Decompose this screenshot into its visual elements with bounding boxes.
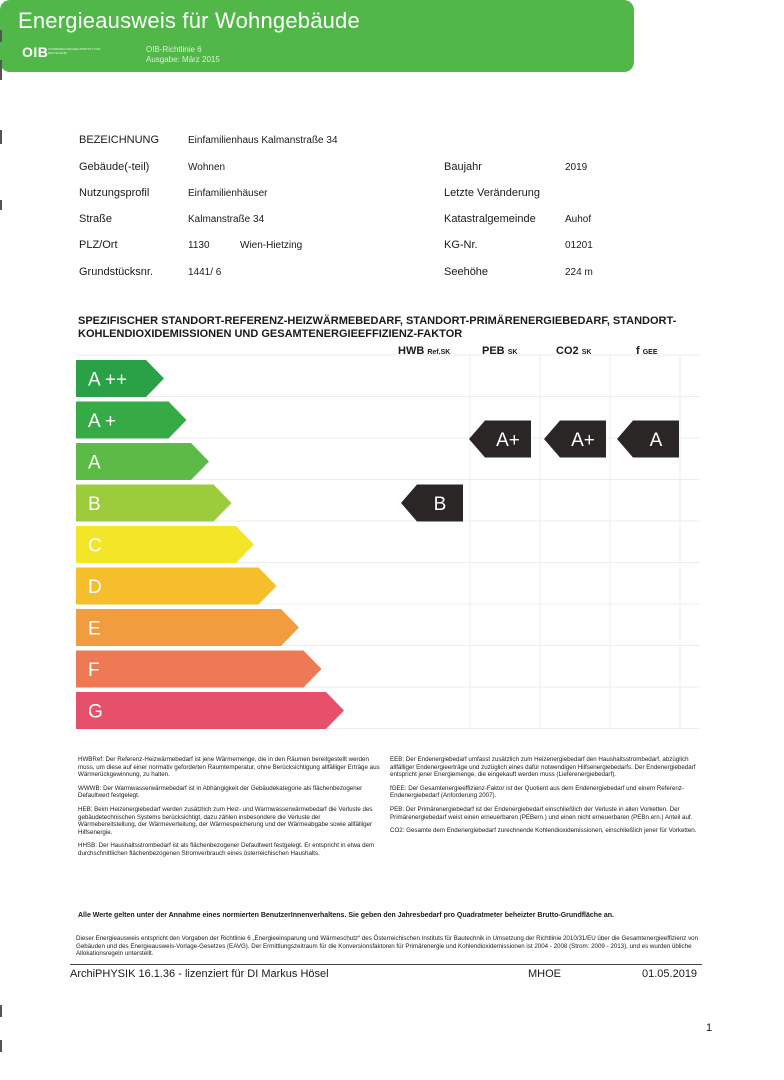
document-date: 01.05.2019 bbox=[642, 968, 698, 980]
seehoehe-label: Seehöhe bbox=[444, 266, 489, 278]
katastralgemeinde-value: Auhof bbox=[565, 214, 592, 225]
column-header-main: CO2 bbox=[556, 345, 579, 357]
column-header-main: PEB bbox=[482, 345, 505, 357]
katastralgemeinde-label: Katastralgemeinde bbox=[444, 213, 536, 225]
scan-edge-mark bbox=[0, 1005, 2, 1017]
notes-left bbox=[78, 756, 380, 864]
column-header-sub: Ref,SK bbox=[427, 349, 451, 356]
strasse-value: Kalmanstraße 34 bbox=[188, 214, 265, 225]
class-arrow-label: G bbox=[88, 701, 103, 723]
kg-nr-label: KG-Nr. bbox=[444, 239, 478, 251]
richtlinie-line-2: Ausgabe: März 2015 bbox=[146, 55, 220, 64]
richtlinie-line-1: OIB-Richtlinie 6 bbox=[146, 45, 202, 54]
rating-marker-label: A+ bbox=[496, 430, 520, 451]
plz-ort-label: PLZ/Ort bbox=[79, 239, 118, 251]
class-arrow bbox=[76, 526, 254, 563]
class-arrow-label: B bbox=[88, 494, 101, 515]
rating-marker-label: B bbox=[433, 494, 447, 515]
plz-value: 1130 bbox=[188, 240, 210, 251]
footer-legal: Dieser Energieausweis entspricht den Vorgaben der Richtlinie 6 „Energieeinsparung und Wärmeschutz“ des Österreichischen Instituts für Bautechnik in Umsetzung der Richtlinie 2010/31/EU über die Gesamtenergieeffizienz von Gebäuden und des Energieausweis-Vorlage-Gesetzes (EAVG). Der Ermittlungszeitraum für die Konversionsfaktoren für Primärenergie und Kohlendioxidemissionen ist 2004 - 2008 (Strom: 2009 - 2013), und es wurden übliche Allokationsregeln unterstellt. bbox=[76, 935, 699, 958]
note-fgee: fGEE: Der Gesamtenergieeffizienz-Faktor ist der Quotient aus dem Endenergiebedarf und einem Referenz-Endenergiebedarf (Anforderung 2007). bbox=[390, 784, 684, 800]
rating-marker-label: A+ bbox=[571, 430, 595, 451]
footer-divider bbox=[70, 964, 702, 965]
rating-marker-label: A bbox=[649, 430, 663, 451]
gebaeude-value: Wohnen bbox=[188, 162, 226, 173]
scan-edge-mark bbox=[0, 1040, 2, 1052]
rating-heading: SPEZIFISCHER STANDORT-REFERENZ-HEIZWÄRMEBEDARF, STANDORT-PRIMÄRENERGIEBEDARF, STANDORT-KOHLENDIOXIDEMISSIONEN UND GESAMTENERGIEEFFIZIENZ-FAKTOR bbox=[78, 315, 677, 340]
page-number: 1 bbox=[706, 1022, 713, 1034]
rating-marker bbox=[617, 421, 679, 458]
gebaeude-label: Gebäude(-teil) bbox=[79, 161, 150, 173]
class-arrow-label: A ++ bbox=[88, 369, 128, 391]
nutzung-label: Nutzungsprofil bbox=[79, 187, 150, 199]
class-arrow bbox=[76, 692, 344, 729]
bezeichnung-label: BEZEICHNUNG bbox=[79, 134, 160, 146]
baujahr-value: 2019 bbox=[565, 162, 588, 173]
note-hhsb: HHSB: Der Haushaltsstrombedarf ist als flächenbezogener Defaultwert festgelegt. Er entspricht in etwa dem durchschnittlichen flächenbezogenen Stromverbrauch eines österreichischen Haushalts. bbox=[78, 842, 375, 857]
note-eeb: EEB: Der Endenergiebedarf umfasst zusätzlich zum Heizenergiebedarf den Haushaltsstrombedarf, abzüglich allfälliger Endenergieerträge und zuzüglich eines dafür notwendigen Hilfsenergiebedarfs. Der Endenergiebedarf entspricht jener Energiemenge, die eingekauft werden muss (Lieferenergiebedarf). bbox=[390, 756, 696, 779]
grundstuecksnr-label: Grundstücksnr. bbox=[79, 266, 153, 278]
class-arrow bbox=[76, 568, 277, 605]
rating-marker bbox=[401, 485, 463, 522]
bezeichnung-value: Einfamilienhaus Kalmanstraße 34 bbox=[188, 135, 338, 146]
note-heb: HEB: Beim Heizenergiebedarf werden zusätzlich zum Heiz- und Warmwasserwärmebedarf die Verluste des gebäudetechnischen Systems berücksichtigt, dazu zählen insbesondere die Verluste der Wärmebereitstellung, der Wärmeverteilung, der Wärmespeicherung und der Wärmeabgabe sowie allfälliger Hilfsenergie. bbox=[78, 805, 373, 836]
notes-right bbox=[390, 756, 698, 841]
footer-statement: Alle Werte gelten unter der Annahme eines normierten BenutzerInnenverhaltens. Sie geben den Jahresbedarf pro Quadratmeter beheizter Brutto-Grundfläche an. bbox=[78, 912, 615, 919]
column-header-sub: GEE bbox=[642, 349, 658, 356]
grundstuecksnr-value: 1441/ 6 bbox=[188, 267, 222, 278]
oib-logo-subtitle: ÖSTERREICHISCHES INSTITUT FÜR BAUTECHNIK bbox=[48, 47, 101, 55]
letzte-veraenderung-label: Letzte Veränderung bbox=[444, 187, 541, 199]
note-hwb: HWBRef: Der Referenz-Heizwärmebedarf ist jene Wärmemenge, die in den Räumen bereitgestellt werden muss, um diese auf einer normativ geforderten Raumtemperatur, ohne Berücksichtigung allfälliger Erträge aus Wärmerückgewinnung, zu halten. bbox=[78, 756, 380, 779]
column-header-main: HWB bbox=[398, 345, 425, 357]
class-arrow-label: C bbox=[88, 535, 102, 557]
class-arrow-label: E bbox=[88, 618, 101, 640]
oib-logo: OIB bbox=[22, 44, 49, 60]
column-header-sub: SK bbox=[507, 349, 518, 356]
column-header-main: f bbox=[636, 345, 640, 357]
note-co2: CO2: Gesamte dem Endenergiebedarf zurechnende Kohlendioxidemissionen, einschließlich jener für Vorketten. bbox=[390, 827, 697, 835]
ort-value: Wien-Hietzing bbox=[240, 240, 303, 251]
note-peb: PEB: Der Primärenergiebedarf ist der Endenergiebedarf einschließlich der Verluste in allen Vorketten. Der Primärenergiebedarf weist einen erneuerbaren (PEBern.) und einen nicht erneuerbaren (PEBn.ern.) Anteil auf. bbox=[390, 805, 693, 821]
note-wwwb: WWWB: Der Warmwasserwärmebedarf ist in Abhängigkeit der Gebäudekategorie als flächenbezogener Defaultwert festgelegt. bbox=[78, 784, 363, 800]
class-arrow-label: F bbox=[88, 660, 100, 681]
class-arrow bbox=[76, 651, 322, 688]
baujahr-label: Baujahr bbox=[444, 161, 482, 173]
document-title: Energieausweis für Wohngebäude bbox=[18, 8, 360, 33]
column-header-sub: SK bbox=[581, 349, 592, 356]
class-arrow-label: D bbox=[88, 577, 102, 598]
strasse-label: Straße bbox=[79, 213, 113, 225]
class-arrow-label: A + bbox=[88, 411, 116, 432]
class-arrow-label: A bbox=[88, 452, 101, 474]
software-license: ArchiPHYSIK 16.1.36 - lizenziert für DI Markus Hösel bbox=[70, 968, 329, 980]
class-arrow bbox=[76, 609, 299, 646]
author-code: MHOE bbox=[528, 968, 561, 980]
nutzung-value: Einfamilienhäuser bbox=[188, 188, 268, 199]
kg-nr-value: 01201 bbox=[565, 240, 593, 251]
seehoehe-value: 224 m bbox=[565, 267, 593, 278]
